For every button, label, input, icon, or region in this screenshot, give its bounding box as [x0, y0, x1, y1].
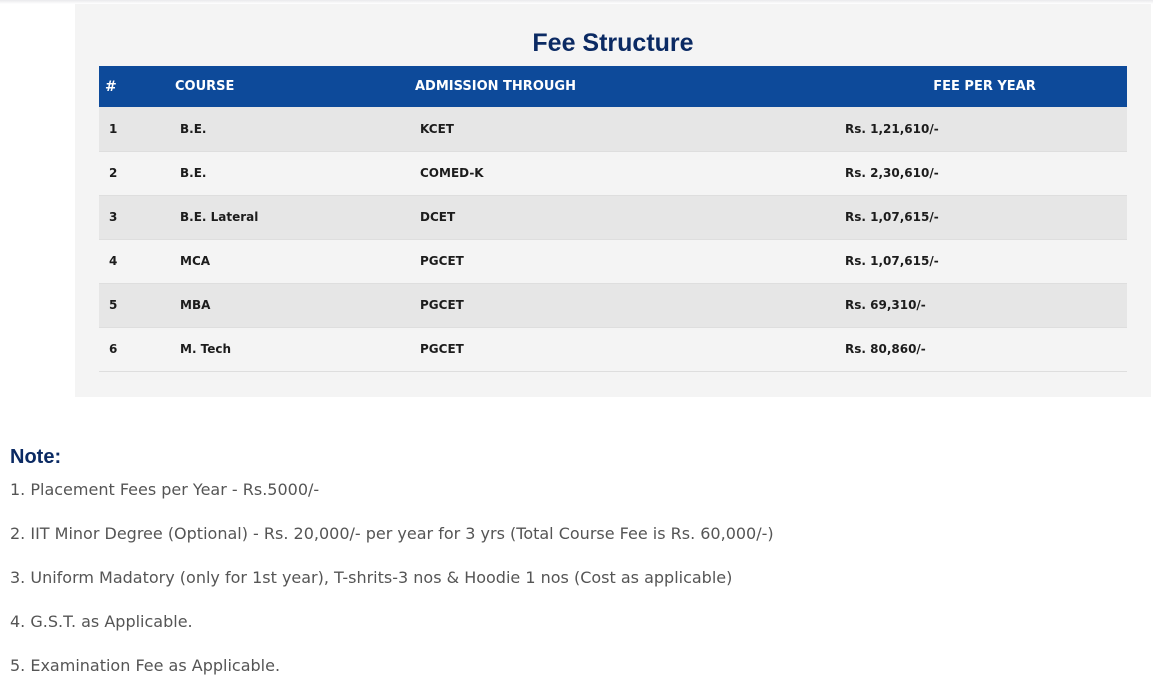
note-item: 5. Examination Fee as Applicable. — [10, 656, 281, 675]
row-course: MBA — [180, 298, 211, 312]
fee-structure-title: Fee Structure — [532, 29, 694, 57]
fee-table-body — [99, 107, 1127, 371]
row-fee: Rs. 1,07,615/- — [845, 210, 939, 224]
row-admission: PGCET — [420, 342, 464, 356]
row-num: 1 — [109, 121, 118, 136]
row-admission: COMED-K — [420, 166, 484, 180]
table-row — [99, 151, 1127, 195]
row-num: 5 — [109, 298, 118, 312]
row-course: B.E. Lateral — [180, 210, 259, 224]
table-row — [99, 283, 1127, 327]
header-fee: FEE PER YEAR — [933, 79, 1036, 94]
note-item: 2. IIT Minor Degree (Optional) - Rs. 20,000/- per year for 3 yrs (Total Course Fee is Rs. 60,000/-) — [10, 524, 774, 543]
row-course: M. Tech — [180, 342, 232, 356]
table-row — [99, 327, 1127, 371]
header-admission: ADMISSION THROUGH — [415, 79, 576, 94]
row-admission: PGCET — [420, 254, 464, 268]
note-item: 1. Placement Fees per Year - Rs.5000/- — [10, 480, 320, 499]
row-num: 3 — [109, 210, 118, 224]
row-fee: Rs. 1,21,610/- — [845, 121, 939, 136]
row-fee: Rs. 2,30,610/- — [845, 166, 939, 180]
row-num: 4 — [109, 254, 118, 268]
note-item: 3. Uniform Madatory (only for 1st year), T-shrits-3 nos & Hoodie 1 nos (Cost as applicable) — [10, 568, 733, 587]
row-fee: Rs. 80,860/- — [845, 342, 926, 356]
header-course: COURSE — [175, 79, 235, 94]
row-admission: PGCET — [420, 298, 464, 312]
notes-heading: Note: — [10, 446, 62, 468]
fee-structure-panel — [75, 4, 1151, 397]
row-course: B.E. — [180, 121, 207, 136]
row-admission: KCET — [420, 121, 454, 136]
table-row — [99, 195, 1127, 239]
fee-table — [99, 66, 1127, 372]
row-course: MCA — [180, 254, 211, 268]
header-num: # — [105, 78, 117, 95]
note-item: 4. G.S.T. as Applicable. — [10, 612, 193, 631]
notes-list — [10, 480, 1140, 676]
table-row — [99, 107, 1127, 151]
notes-section — [10, 444, 1140, 700]
row-fee: Rs. 69,310/- — [845, 298, 926, 312]
table-row — [99, 239, 1127, 283]
row-num: 6 — [109, 342, 118, 356]
fee-table-header-row — [99, 66, 1127, 107]
row-fee: Rs. 1,07,615/- — [845, 254, 939, 268]
fee-table-header — [99, 66, 1127, 107]
row-course: B.E. — [180, 166, 207, 180]
row-admission: DCET — [420, 210, 456, 224]
row-num: 2 — [109, 166, 118, 180]
